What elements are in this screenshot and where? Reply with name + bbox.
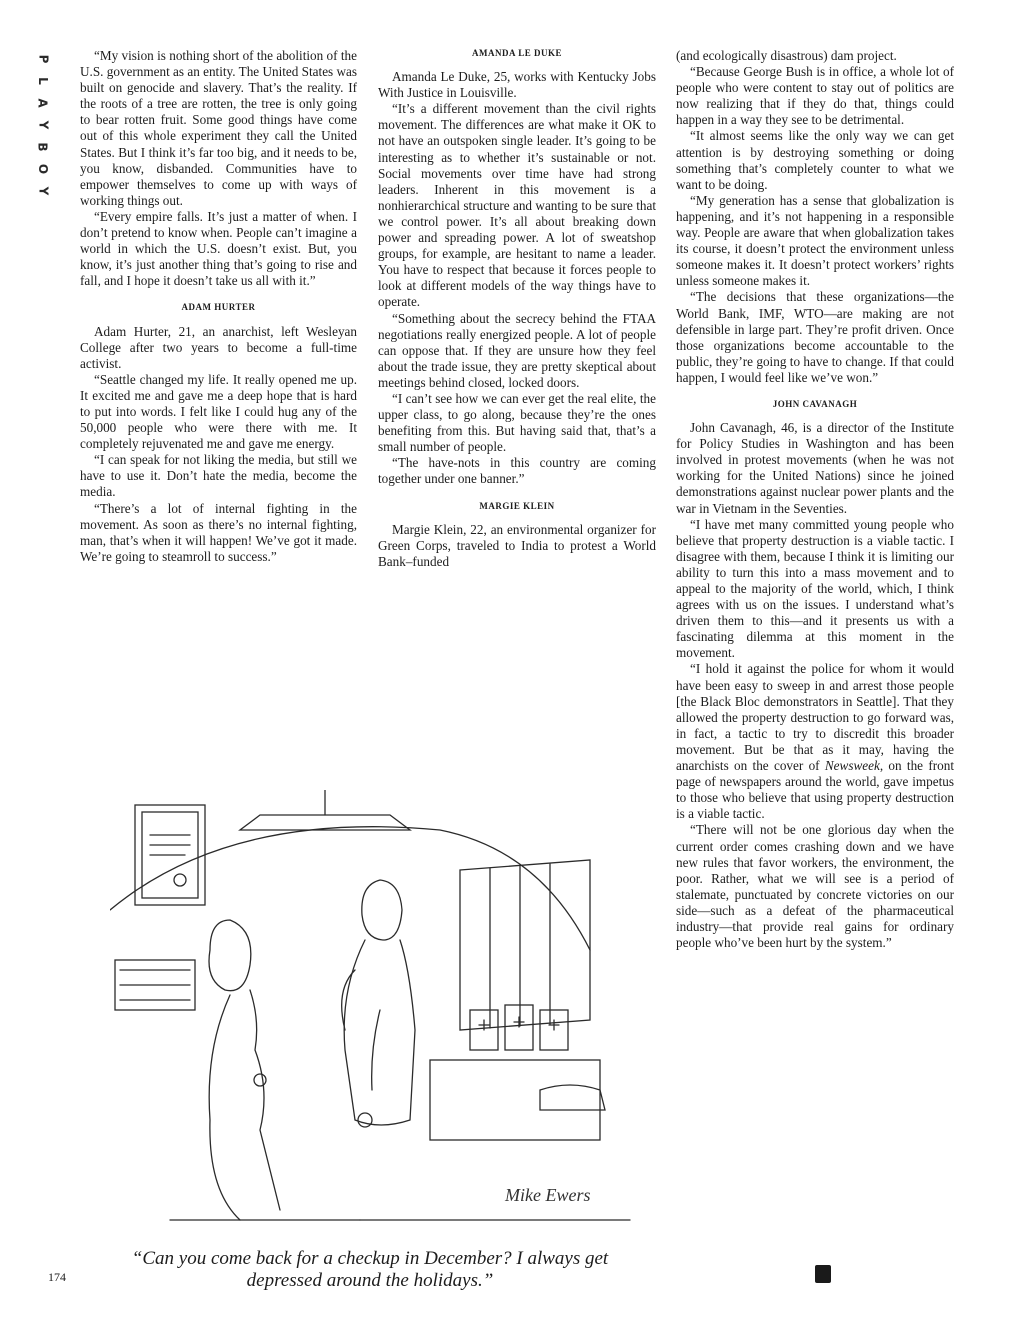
paragraph-continuation: (and ecologically disastrous) dam project. [676, 48, 897, 63]
woman-back [209, 995, 240, 1220]
woman-front [250, 990, 280, 1210]
counter [430, 1060, 600, 1140]
logo-letter: O [35, 163, 50, 175]
paragraph: “There’s a lot of internal fighting in the movement. As soon as there’s no internal fighting, man, that’s when it will happen! We’ve got it made. We’re going to steamroll to success.” [80, 500, 357, 564]
paragraph: “I have met many committed young people who believe that property destruction is a viable tactic. I disagree with them, because I think it is limiting our ability to turn this into a mass movement and to appeal to the majority of the world, which, I think agrees with us on the issues. I understand what’s driven them to this—and it presents us with a fascinating dilemma at this moment in the movement. [676, 516, 954, 661]
logo-letter: B [36, 142, 50, 152]
paragraph [676, 661, 954, 822]
section-heading-john-cavanagh: JOHN CAVANAGH [772, 398, 858, 409]
logo-letter: P [35, 54, 50, 64]
article-column-1 [80, 48, 357, 565]
paragraph: “Every empire falls. It’s just a matter of when. I don’t pretend to know when. People can’t imagine a world in which the U.S. doesn’t exist. But, you know, it’s just another thing that’s going to rise and fall, and I hope it doesn’t take us all with it.” [80, 208, 357, 289]
paragraph: “My generation has a sense that globalization is happening, and it’s not happening in a responsible way. People are aware that when globalization takes its course, it doesn’t protect the environment unless someone makes it. It doesn’t protect workers’ rights unless someone makes it. [676, 192, 954, 289]
paragraph: “It almost seems like the only way we can get attention is by destroying something or doing something that’s completely counter to what we want to be doing. [676, 128, 954, 192]
logo-letter: L [36, 77, 50, 85]
logo-letter: A [35, 98, 50, 108]
cartoon-caption: “Can you come back for a checkup in December? I always get depressed around the holidays.” [131, 1248, 609, 1291]
paragraph: “There will not be one glorious day when the current order comes crashing down and we have new rules that favor workers, the environment, the poor. Rather, what we will see is a period of stalemate, punctuated by concrete victories on our side—such as a defeat of the pharmaceutical industry—that provide real gains for ordinary people who’ve been hurt by the system.” [676, 822, 954, 951]
paragraph: “Something about the secrecy behind the FTAA negotiations really energized people. A lot of people can oppose that. If they are unsure how they feel about the trade issue, they are pretty skeptical about meetings behind closed, locked doors. [378, 310, 656, 390]
page-number: 174 [48, 1270, 66, 1284]
paragraph: “Because George Bush is in office, a whole lot of people who were content to stay out of politics are now realizing that if they do that, things could happen in a way they see to be detrimental. [676, 64, 954, 128]
paragraph: “The decisions that these organizations—the World Bank, IMF, WTO—are making are not defensible in large part. They’re profit driven. Once those organizations become accountable to the public, they’re going to have to change. If that could happen, I would feel like we’ve won.” [676, 289, 954, 385]
rabbit-end-mark-icon [815, 1265, 831, 1283]
logo-letter: Y [35, 186, 50, 196]
paragraph: “It’s a different movement than the civil rights movement. The differences are what make it OK to not have an outspoken single leader. It’s going to be interesting as to whether it’s sustainable or not. Social movements over time have had strong leaders. Inherent in this movement is a nonhierarchical structure and wanting to be sure that we control power. It’s all about breaking down power and spreading power. A lot of sweatshop groups, for example, are hesitant to name a leader. You have to respect that because it forces people to look at different models of the way things have to operate. [378, 101, 656, 310]
article-column-3 [676, 48, 954, 951]
italic-text: Newsweek [824, 758, 880, 774]
paragraph: “The have-nots in this country are coming together under one banner.” [378, 455, 656, 487]
paragraph: Margie Klein, 22, an environmental organizer for Green Corps, traveled to India to protest a World Bank–funded [378, 521, 656, 569]
cartoon-illustration [110, 790, 640, 1240]
doctor-body [344, 940, 415, 1125]
telephone [540, 1085, 605, 1110]
ceiling-lamp [240, 815, 410, 830]
paragraph: John Cavanagh, 46, is a director of the Institute for Policy Studies in Washington and has been involved in protest movements (when he was not working for the United Nations) since he joined demonstrations against nuclear power plants and the war in Vietnam in the Seventies. [676, 420, 954, 516]
doctor-arm [342, 970, 355, 1030]
section-heading-margie-klein: MARGIE KLEIN [479, 500, 555, 511]
logo-letter: Y [35, 120, 50, 130]
paragraph: Adam Hurter, 21, an anarchist, left Wesleyan College after two years to become a full-time activist. [80, 323, 357, 371]
paragraph: Amanda Le Duke, 25, works with Kentucky Jobs With Justice in Louisville. [378, 69, 656, 101]
text-run: “I hold it against the police for whom it would have been easy to sweep in and arrest those people [the Black Bloc demonstrators in Seattle]. That they allowed the property destruction to go forward was, in fact, a tactic to try to discredit this broader movement. But be that as it may, having the anarchists on the cover of [676, 661, 954, 774]
paragraph: “I can’t see how we can ever get the real elite, the upper class, to go along, because they’re the ones benefiting from this. But having said that, that’s a small number of people. [378, 390, 656, 455]
paragraph: “My vision is nothing short of the abolition of the U.S. government as an entity. The United States was built on genocide and slavery. That’s the reality. If the roots of a tree are rotten, the tree is only going to bear rotten fruit. Some good things have come out of this whole experiment they call the United States. But I think it’s far too big, and it needs to be, you know, disbanded. Communities have to empower themselves to come up with ways of working things out. [80, 48, 357, 208]
doctor-head [362, 880, 402, 940]
paragraph: “Seattle changed my life. It really opened me up. It excited me and gave me a deep hope that is hard to put into words. I felt like I could hug any of the 50,000 people who were there with me. It completely rejuvenated me and gave me energy. [80, 371, 357, 452]
cartoonist-signature: Mike Ewers [505, 1185, 591, 1205]
playboy-side-logo [30, 48, 56, 202]
paragraph: “I can speak for not liking the media, but still we have to use it. Don’t hate the media, become the media. [80, 452, 357, 500]
article-column-2 [378, 45, 656, 570]
section-heading-amanda-le-duke: AMANDA LE DUKE [471, 48, 562, 58]
stethoscope [358, 1113, 372, 1127]
woman-head [209, 920, 251, 991]
text-run: , on the front page of newspapers around the world, gave impetus to those who believe that using property destruction is a viable tactic. [676, 758, 954, 822]
section-heading-adam-hurter: ADAM HURTER [181, 302, 256, 313]
